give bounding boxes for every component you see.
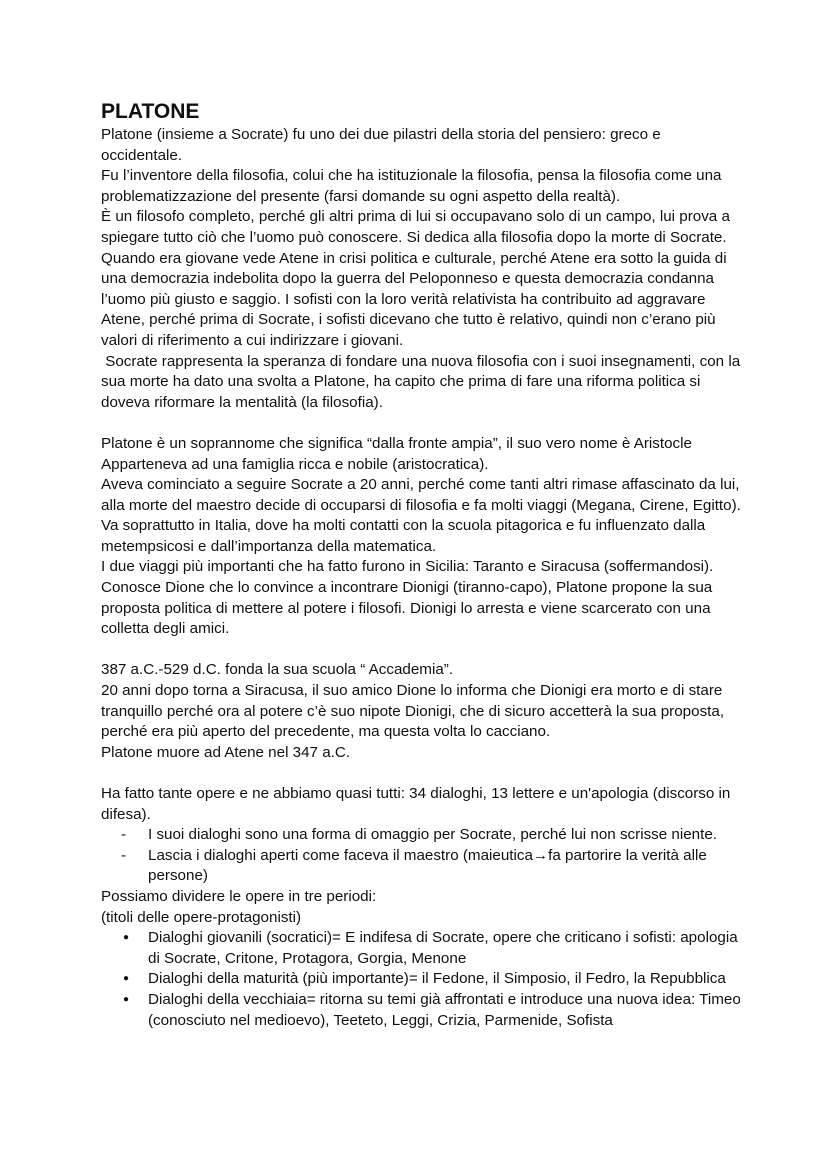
paragraph-athens-crisis: Quando era giovane vede Atene in crisi politica e culturale, perché Atene era sotto la guida di una democrazia indebolita dopo la guerra del Peloponneso e questa democrazia condanna l’uomo più giusto e saggio. I sofisti con la loro verità relativista ha contribuito ad aggravare Atene, perché prima di Socrate, i sofisti dicevano che tutto è relativo, quindi non c’erano più valori di riferimento a cui indirizzare i giovani. [101, 249, 727, 349]
paragraph-dione: Conosce Dione che lo convince a incontrare Dionigi (tiranno-capo), Platone propone la sua proposta politica di mettere al potere i filosofi. Dionigi lo arresta e viene scarcerato con una colletta degli amici. [101, 579, 713, 638]
list-item: - I suoi dialoghi sono una forma di omaggio per Socrate, perché lui non scrisse niente. [101, 825, 741, 846]
page-title: PLATONE [101, 100, 200, 123]
paragraph-periods: Possiamo dividere le opere in tre periodi: [101, 887, 377, 905]
dash-list [101, 825, 741, 887]
paragraph-socrates-hope: Socrate rappresenta la speranza di fondare una nuova filosofia con i suoi insegnamenti, con la sua morte ha dato una svolta a Platone, ha capito che prima di fare una riforma politica si doveva riformare la mentalità (la filosofia). [101, 352, 745, 411]
list-item: ● Dialoghi della vecchiaia= ritorna su temi già affrontati e introduce una nuova idea: Timeo (conosciuto nel medioevo), Teeteto, Leggi, Crizia, Parmenide, Sofista [101, 990, 741, 1031]
list-item: ● Dialoghi giovanili (socratici)= E indifesa di Socrate, opere che criticano i sofisti: apologia di Socrate, Critone, Protagora, Gorgia, Menone [101, 928, 741, 969]
list-item: - Lascia i dialoghi aperti come faceva il maestro (maieutica→fa partorire la verità alle persone) [101, 846, 741, 887]
paragraph-nickname: Platone è un soprannome che significa “dalla fronte ampia”, il suo vero nome è Aristocle [101, 434, 692, 452]
paragraph-periods-note: (titoli delle opere-protagonisti) [101, 908, 302, 926]
paragraph-works: Ha fatto tante opere e ne abbiamo quasi tutti: 34 dialoghi, 13 lettere e un'apologia (discorso in difesa). [101, 785, 731, 823]
document-page [101, 99, 745, 1031]
list-item: ● Dialoghi della maturità (più importante)= il Fedone, il Simposio, il Fedro, la Repubblica [101, 969, 741, 990]
paragraph-academy: 387 a.C.-529 d.C. fonda la sua scuola “ Accademia”. [101, 661, 454, 679]
paragraph-return-siracusa: 20 anni dopo torna a Siracusa, il suo amico Dione lo informa che Dionigi era morto e di stare tranquillo perché ora al potere c’è suo nipote Dionigi, che di sicuro accetterà la sua proposta, perché era più aperto del precedente, ma questa volta lo cacciano. [101, 682, 725, 741]
paragraph-sicily: I due viaggi più importanti che ha fatto furono in Sicilia: Taranto e Siracusa (soffermandosi). [101, 558, 714, 576]
bullet-list [101, 928, 741, 1031]
paragraph-family: Apparteneva ad una famiglia ricca e nobile (aristocratica). [101, 455, 489, 473]
paragraph-inventor: Fu l’inventore della filosofia, colui che ha istituzionale la filosofia, pensa la filosofia come una problematizzazione del presente (farsi domande su ogni aspetto della realtà). [101, 167, 722, 205]
spacer [101, 763, 741, 784]
spacer [101, 413, 741, 434]
paragraph-travels: Aveva cominciato a seguire Socrate a 20 anni, perché come tanti altri rimase affascinato da lui, alla morte del maestro decide di occuparsi di filosofia e fa molti viaggi (Megana, Cirene, Egitto). Va soprattutto in Italia, dove ha molti contatti con la scuola pitagorica e fu influenzato dalla metempsicosi e dall’importanza della matematica. [101, 476, 741, 555]
paragraph-complete-philosopher: È un filosofo completo, perché gli altri prima di lui si occupavano solo di un campo, lui prova a spiegare tutto ciò che l’uomo può conoscere. Si dedica alla filosofia dopo la morte di Socrate. [101, 208, 730, 246]
spacer [101, 640, 741, 661]
paragraph-pillars: Platone (insieme a Socrate) fu uno dei due pilastri della storia del pensiero: greco e occidentale. [101, 126, 661, 164]
paragraph-death: Platone muore ad Atene nel 347 a.C. [101, 743, 351, 761]
